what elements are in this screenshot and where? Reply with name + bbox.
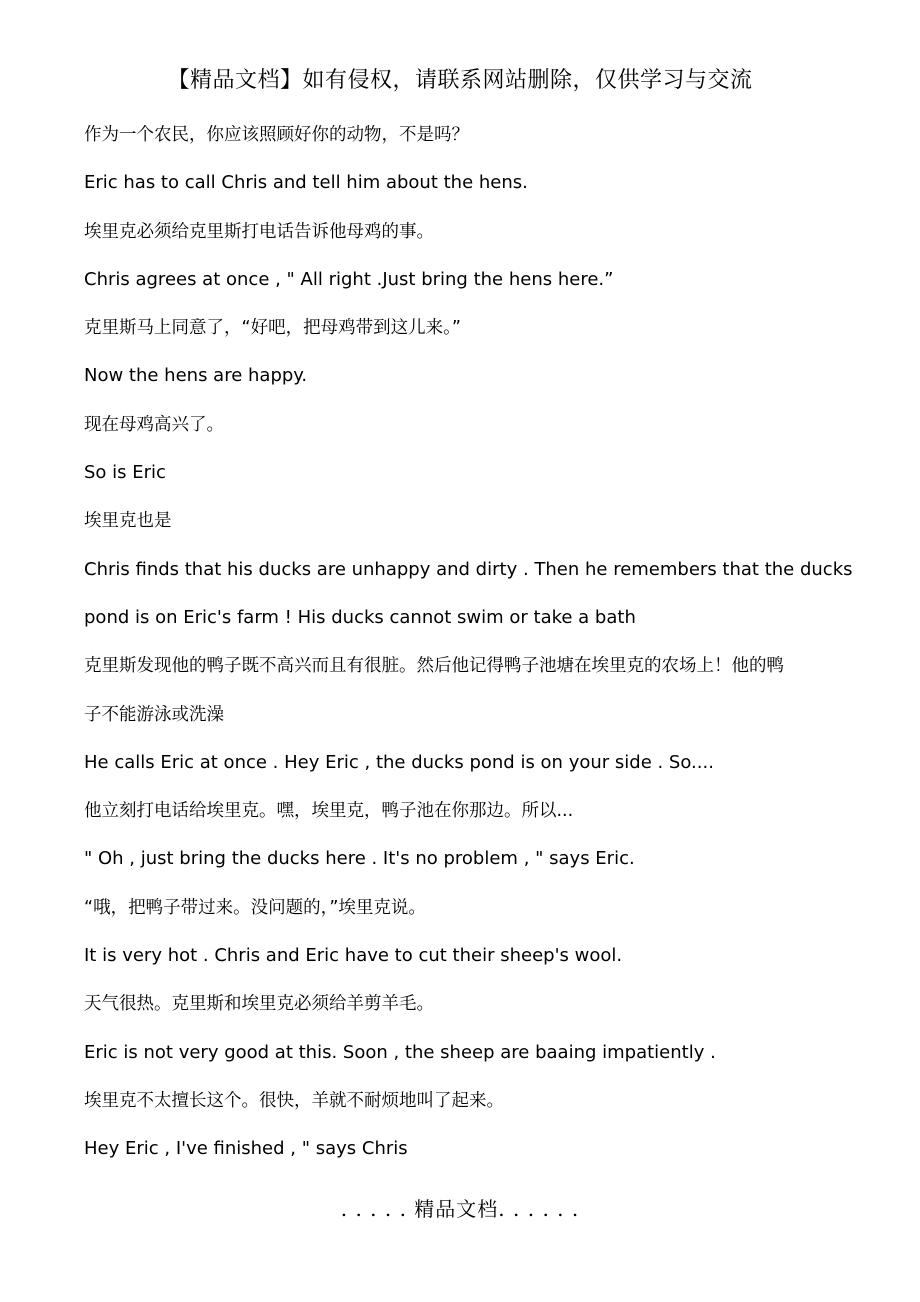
text-line-en: Eric has to call Chris and tell him about the hens. — [84, 172, 528, 194]
text-line-zh: 克里斯马上同意了，“好吧，把母鸡带到这儿来。” — [84, 318, 461, 339]
text-line-zh: 他立刻打电话给埃里克。嘿，埃里克，鸭子池在你那边。所以... — [84, 801, 574, 822]
text-line-zh: 作为一个农民，你应该照顾好你的动物，不是吗？ — [84, 125, 469, 145]
text-line-en: So is Eric — [84, 462, 166, 484]
document-body — [84, 115, 853, 1178]
text-line-zh: 天气很热。克里斯和埃里克必须给羊剪羊毛。 — [84, 994, 434, 1015]
text-line-en: He calls Eric at once . Hey Eric , the ducks pond is on your side . So.... — [84, 751, 714, 773]
text-line-en: Chris finds that his ducks are unhappy and dirty . Then he remembers that the ducks — [84, 558, 853, 580]
text-line-en: It is very hot . Chris and Eric have to cut their sheep's wool. — [84, 945, 623, 967]
text-line-zh: 埃里克也是 — [84, 511, 172, 532]
text-line-en: Chris agrees at once , " All right .Just bring the hens here.” — [84, 268, 614, 290]
text-line-en: " Oh , just bring the ducks here . It's no problem , " says Eric. — [84, 848, 635, 870]
text-line-zh: 现在母鸡高兴了。 — [84, 414, 224, 435]
text-line-en: pond is on Eric's farm ! His ducks cannot swim or take a bath — [84, 606, 636, 628]
text-line-zh: 克里斯发现他的鸭子既不高兴而且有很脏。然后他记得鸭子池塘在埃里克的农场上！他的鸭 — [84, 656, 784, 677]
text-line-zh: 埃里克必须给克里斯打电话告诉他母鸡的事。 — [84, 221, 434, 242]
document-footer: . . . . . 精品文档. . . . . . — [340, 1197, 580, 1221]
text-line-zh: 子不能游泳或洗澡 — [84, 704, 224, 725]
text-line-en: Hey Eric , I've finished , " says Chris — [84, 1138, 408, 1160]
document-header-notice: 【精品文档】如有侵权，请联系网站删除，仅供学习与交流 — [167, 68, 753, 93]
text-line-zh: “哦，把鸭子带过来。没问题的，”埃里克说。 — [84, 897, 426, 918]
text-line-en: Eric is not very good at this. Soon , the sheep are baaing impatiently . — [84, 1041, 716, 1063]
text-line-en: Now the hens are happy. — [84, 365, 308, 387]
text-line-zh: 埃里克不太擅长这个。很快，羊就不耐烦地叫了起来。 — [84, 1090, 504, 1111]
